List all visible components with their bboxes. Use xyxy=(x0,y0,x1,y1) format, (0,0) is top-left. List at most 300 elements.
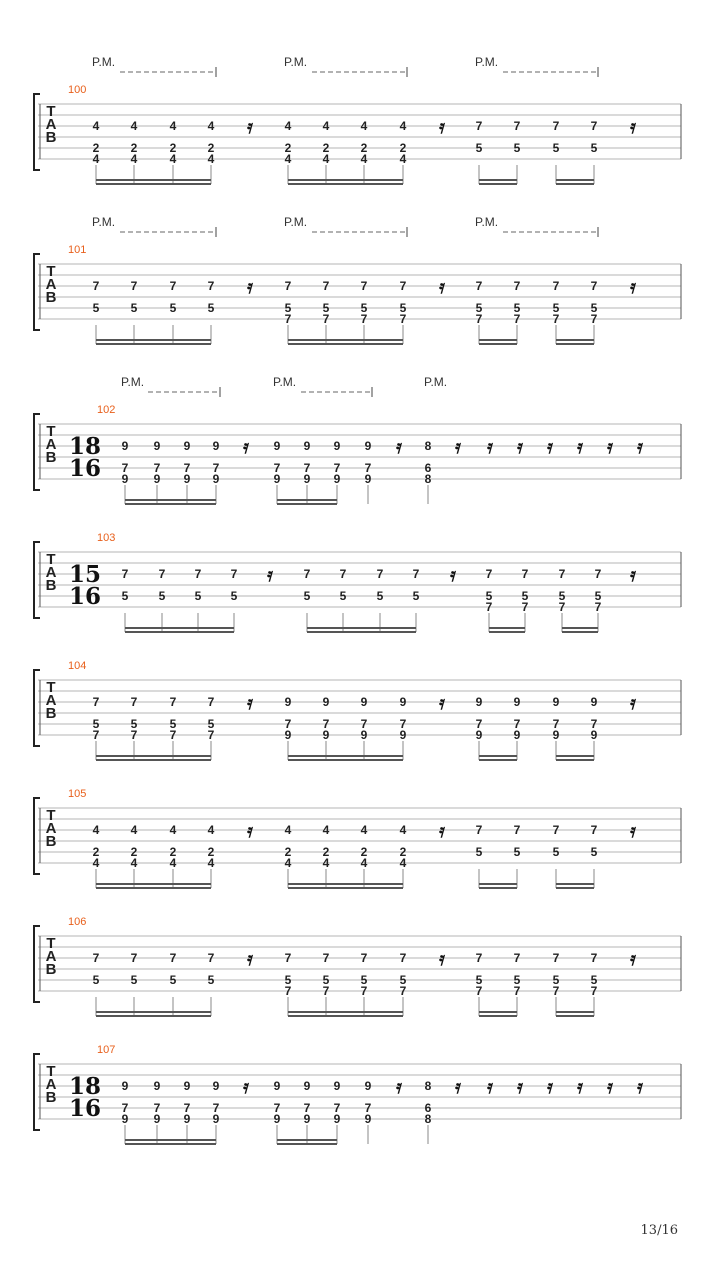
tab-clef-letter: T xyxy=(46,679,56,696)
beam xyxy=(556,1011,594,1013)
sixteenth-rest-icon: 𝄿 xyxy=(637,436,643,458)
fret-number: 7 xyxy=(322,717,330,731)
fret-number: 7 xyxy=(552,279,560,293)
fret-number: 9 xyxy=(513,695,521,709)
fret-number: 2 xyxy=(360,845,368,859)
fret-number: 2 xyxy=(399,141,407,155)
fret-number: 5 xyxy=(475,973,483,987)
tab-clef-letter: B xyxy=(45,449,57,466)
beam xyxy=(556,887,594,889)
sixteenth-rest-icon: 𝄿 xyxy=(247,948,253,970)
palm-mute-label: P.M. xyxy=(284,215,308,229)
fret-number: 7 xyxy=(513,312,521,326)
fret-number: 5 xyxy=(130,973,138,987)
fret-number: 7 xyxy=(284,279,292,293)
fret-number: 9 xyxy=(212,1079,220,1093)
fret-number: 7 xyxy=(485,600,493,614)
fret-number: 7 xyxy=(284,951,292,965)
fret-number: 9 xyxy=(273,472,281,486)
fret-number: 4 xyxy=(169,856,177,870)
fret-number: 5 xyxy=(594,589,602,603)
fret-number: 7 xyxy=(475,823,483,837)
fret-number: 9 xyxy=(273,1112,281,1126)
fret-number: 7 xyxy=(322,279,330,293)
fret-number: 5 xyxy=(590,973,598,987)
beam xyxy=(96,343,211,345)
beam xyxy=(125,1139,216,1141)
fret-number: 7 xyxy=(475,279,483,293)
fret-number: 7 xyxy=(169,951,177,965)
tab-clef-letter: A xyxy=(45,1076,57,1093)
fret-number: 9 xyxy=(303,1112,311,1126)
fret-number: 9 xyxy=(399,728,407,742)
fret-number: 4 xyxy=(322,823,330,837)
fret-number: 7 xyxy=(322,984,330,998)
fret-number: 4 xyxy=(360,856,368,870)
fret-number: 9 xyxy=(552,728,560,742)
beam xyxy=(277,503,337,505)
fret-number: 6 xyxy=(424,1101,432,1115)
fret-number: 7 xyxy=(92,279,100,293)
sixteenth-rest-icon: 𝄿 xyxy=(247,692,253,714)
fret-number: 9 xyxy=(284,695,292,709)
fret-number: 7 xyxy=(194,567,202,581)
sixteenth-rest-icon: 𝄿 xyxy=(637,1076,643,1098)
fret-number: 7 xyxy=(594,567,602,581)
fret-number: 9 xyxy=(183,1112,191,1126)
beam xyxy=(125,627,234,629)
fret-number: 7 xyxy=(322,951,330,965)
fret-number: 7 xyxy=(339,567,347,581)
fret-number: 4 xyxy=(92,119,100,133)
beam xyxy=(277,499,337,501)
fret-number: 7 xyxy=(590,119,598,133)
fret-number: 6 xyxy=(424,461,432,475)
beam xyxy=(96,179,211,181)
sixteenth-rest-icon: 𝄿 xyxy=(517,1076,523,1098)
fret-number: 9 xyxy=(333,472,341,486)
fret-number: 5 xyxy=(92,717,100,731)
fret-number: 7 xyxy=(121,461,129,475)
sixteenth-rest-icon: 𝄿 xyxy=(247,116,253,138)
fret-number: 7 xyxy=(513,717,521,731)
sixteenth-rest-icon: 𝄿 xyxy=(243,1076,249,1098)
fret-number: 7 xyxy=(399,717,407,731)
fret-number: 9 xyxy=(552,695,560,709)
beam xyxy=(479,1015,517,1017)
fret-number: 5 xyxy=(194,589,202,603)
sixteenth-rest-icon: 𝄿 xyxy=(630,564,636,586)
beam xyxy=(277,1139,337,1141)
sixteenth-rest-icon: 𝄿 xyxy=(439,116,445,138)
fret-number: 5 xyxy=(158,589,166,603)
fret-number: 7 xyxy=(273,461,281,475)
sixteenth-rest-icon: 𝄿 xyxy=(630,820,636,842)
fret-number: 7 xyxy=(552,823,560,837)
beam xyxy=(288,759,403,761)
fret-number: 7 xyxy=(360,984,368,998)
fret-number: 7 xyxy=(552,717,560,731)
fret-number: 7 xyxy=(212,461,220,475)
fret-number: 5 xyxy=(552,973,560,987)
fret-number: 7 xyxy=(399,279,407,293)
fret-number: 7 xyxy=(284,984,292,998)
fret-number: 4 xyxy=(360,823,368,837)
sixteenth-rest-icon: 𝄿 xyxy=(577,1076,583,1098)
fret-number: 7 xyxy=(552,312,560,326)
fret-number: 9 xyxy=(284,728,292,742)
fret-number: 2 xyxy=(92,845,100,859)
fret-number: 9 xyxy=(153,472,161,486)
tab-clef-letter: A xyxy=(45,820,57,837)
page-number: 13/16 xyxy=(640,1223,678,1238)
fret-number: 7 xyxy=(475,119,483,133)
tab-system xyxy=(34,1044,681,1145)
measure-number: 103 xyxy=(97,532,116,544)
fret-number: 5 xyxy=(121,589,129,603)
tab-clef-letter: B xyxy=(45,577,57,594)
beam xyxy=(288,887,403,889)
fret-number: 7 xyxy=(558,600,566,614)
fret-number: 7 xyxy=(284,312,292,326)
tab-clef-letter: A xyxy=(45,692,57,709)
fret-number: 2 xyxy=(169,141,177,155)
tab-system xyxy=(34,55,681,185)
fret-number: 7 xyxy=(475,312,483,326)
fret-number: 2 xyxy=(92,141,100,155)
fret-number: 7 xyxy=(360,951,368,965)
fret-number: 5 xyxy=(322,301,330,315)
palm-mute-label: P.M. xyxy=(92,55,116,69)
beam xyxy=(307,631,416,633)
fret-number: 7 xyxy=(92,728,100,742)
fret-number: 5 xyxy=(552,845,560,859)
fret-number: 7 xyxy=(364,461,372,475)
fret-number: 4 xyxy=(130,152,138,166)
fret-number: 5 xyxy=(513,845,521,859)
fret-number: 8 xyxy=(424,439,432,453)
fret-number: 9 xyxy=(121,472,129,486)
fret-number: 5 xyxy=(590,845,598,859)
beam xyxy=(562,631,598,633)
fret-number: 4 xyxy=(92,823,100,837)
fret-number: 5 xyxy=(590,301,598,315)
beam xyxy=(479,883,517,885)
tab-system xyxy=(34,532,681,633)
fret-number: 7 xyxy=(303,567,311,581)
fret-number: 9 xyxy=(121,439,129,453)
beam xyxy=(277,1143,337,1145)
fret-number: 2 xyxy=(322,845,330,859)
fret-number: 4 xyxy=(207,823,215,837)
fret-number: 4 xyxy=(322,856,330,870)
measure-number: 106 xyxy=(68,916,87,928)
fret-number: 5 xyxy=(485,589,493,603)
fret-number: 7 xyxy=(590,984,598,998)
fret-number: 4 xyxy=(130,856,138,870)
fret-number: 9 xyxy=(183,472,191,486)
fret-number: 7 xyxy=(475,717,483,731)
fret-number: 9 xyxy=(364,1079,372,1093)
fret-number: 7 xyxy=(590,951,598,965)
tab-clef-letter: T xyxy=(46,807,56,824)
fret-number: 5 xyxy=(399,973,407,987)
fret-number: 5 xyxy=(360,973,368,987)
sixteenth-rest-icon: 𝄿 xyxy=(450,564,456,586)
sixteenth-rest-icon: 𝄿 xyxy=(439,820,445,842)
tab-clef-letter: A xyxy=(45,436,57,453)
fret-number: 4 xyxy=(360,119,368,133)
fret-number: 9 xyxy=(399,695,407,709)
tab-clef-letter: T xyxy=(46,423,56,440)
fret-number: 5 xyxy=(303,589,311,603)
fret-number: 4 xyxy=(169,823,177,837)
fret-number: 4 xyxy=(284,823,292,837)
fret-number: 5 xyxy=(339,589,347,603)
palm-mute-label: P.M. xyxy=(475,215,499,229)
beam xyxy=(125,503,216,505)
tab-system xyxy=(34,375,681,505)
beam xyxy=(96,887,211,889)
fret-number: 7 xyxy=(303,1101,311,1115)
tab-clef-letter: T xyxy=(46,103,56,120)
beam xyxy=(479,339,517,341)
beam xyxy=(479,183,517,185)
fret-number: 4 xyxy=(284,152,292,166)
tab-clef-letter: T xyxy=(46,935,56,952)
palm-mute-label: P.M. xyxy=(273,375,297,389)
fret-number: 2 xyxy=(169,845,177,859)
fret-number: 5 xyxy=(558,589,566,603)
beam xyxy=(125,499,216,501)
fret-number: 5 xyxy=(130,717,138,731)
fret-number: 5 xyxy=(590,141,598,155)
tab-clef-letter: B xyxy=(45,961,57,978)
fret-number: 9 xyxy=(303,439,311,453)
fret-number: 7 xyxy=(376,567,384,581)
beam xyxy=(288,343,403,345)
fret-number: 7 xyxy=(230,567,238,581)
fret-number: 9 xyxy=(364,1112,372,1126)
fret-number: 2 xyxy=(322,141,330,155)
fret-number: 7 xyxy=(521,567,529,581)
fret-number: 4 xyxy=(322,152,330,166)
fret-number: 5 xyxy=(207,717,215,731)
beam xyxy=(125,1143,216,1145)
fret-number: 5 xyxy=(92,973,100,987)
sixteenth-rest-icon: 𝄿 xyxy=(517,436,523,458)
fret-number: 5 xyxy=(207,973,215,987)
fret-number: 7 xyxy=(513,951,521,965)
sixteenth-rest-icon: 𝄿 xyxy=(630,116,636,138)
fret-number: 5 xyxy=(169,717,177,731)
fret-number: 5 xyxy=(475,845,483,859)
tab-clef-letter: B xyxy=(45,833,57,850)
beam xyxy=(288,1015,403,1017)
beam xyxy=(96,883,211,885)
fret-number: 9 xyxy=(212,472,220,486)
fret-number: 7 xyxy=(485,567,493,581)
fret-number: 4 xyxy=(399,119,407,133)
fret-number: 4 xyxy=(360,152,368,166)
tab-clef-letter: B xyxy=(45,705,57,722)
fret-number: 9 xyxy=(153,439,161,453)
fret-number: 9 xyxy=(121,1079,129,1093)
sixteenth-rest-icon: 𝄿 xyxy=(439,948,445,970)
fret-number: 7 xyxy=(273,1101,281,1115)
palm-mute-label: P.M. xyxy=(475,55,499,69)
fret-number: 5 xyxy=(513,301,521,315)
fret-number: 2 xyxy=(284,845,292,859)
fret-number: 9 xyxy=(183,439,191,453)
fret-number: 4 xyxy=(207,856,215,870)
fret-number: 9 xyxy=(360,728,368,742)
beam xyxy=(479,887,517,889)
fret-number: 5 xyxy=(230,589,238,603)
fret-number: 8 xyxy=(424,472,432,486)
fret-number: 7 xyxy=(158,567,166,581)
fret-number: 7 xyxy=(513,984,521,998)
beam xyxy=(288,1011,403,1013)
fret-number: 5 xyxy=(322,973,330,987)
fret-number: 4 xyxy=(92,856,100,870)
fret-number: 4 xyxy=(284,856,292,870)
beam xyxy=(556,179,594,181)
sixteenth-rest-icon: 𝄿 xyxy=(247,820,253,842)
beam xyxy=(479,1011,517,1013)
tab-clef-letter: A xyxy=(45,948,57,965)
tab-clef-letter: B xyxy=(45,129,57,146)
time-signature-top: 15 xyxy=(68,561,102,588)
palm-mute-label: P.M. xyxy=(92,215,116,229)
time-signature-bottom: 16 xyxy=(68,583,102,610)
fret-number: 7 xyxy=(284,717,292,731)
beam xyxy=(479,755,517,757)
fret-number: 8 xyxy=(424,1112,432,1126)
fret-number: 7 xyxy=(364,1101,372,1115)
fret-number: 7 xyxy=(207,695,215,709)
fret-number: 5 xyxy=(552,301,560,315)
tab-system xyxy=(34,916,681,1017)
sixteenth-rest-icon: 𝄿 xyxy=(439,692,445,714)
sixteenth-rest-icon: 𝄿 xyxy=(630,948,636,970)
fret-number: 7 xyxy=(130,695,138,709)
fret-number: 9 xyxy=(364,472,372,486)
fret-number: 9 xyxy=(333,439,341,453)
fret-number: 2 xyxy=(130,141,138,155)
palm-mute-label: P.M. xyxy=(121,375,145,389)
time-signature-bottom: 16 xyxy=(68,1095,102,1122)
beam xyxy=(489,627,525,629)
tab-clef-letter: A xyxy=(45,564,57,581)
tab-clef-letter: A xyxy=(45,116,57,133)
beam xyxy=(556,183,594,185)
beam xyxy=(489,631,525,633)
fret-number: 9 xyxy=(475,728,483,742)
measure-number: 102 xyxy=(97,404,116,416)
beam xyxy=(125,631,234,633)
fret-number: 5 xyxy=(475,301,483,315)
fret-number: 7 xyxy=(475,984,483,998)
sixteenth-rest-icon: 𝄿 xyxy=(396,436,402,458)
fret-number: 4 xyxy=(130,119,138,133)
sixteenth-rest-icon: 𝄿 xyxy=(547,436,553,458)
fret-number: 4 xyxy=(399,823,407,837)
fret-number: 7 xyxy=(169,728,177,742)
fret-number: 9 xyxy=(364,439,372,453)
sixteenth-rest-icon: 𝄿 xyxy=(455,1076,461,1098)
fret-number: 5 xyxy=(412,589,420,603)
beam xyxy=(288,179,403,181)
sixteenth-rest-icon: 𝄿 xyxy=(243,436,249,458)
time-signature-top: 18 xyxy=(68,1073,102,1100)
tab-system xyxy=(34,788,681,889)
beam xyxy=(96,1011,211,1013)
fret-number: 5 xyxy=(207,301,215,315)
fret-number: 7 xyxy=(399,312,407,326)
fret-number: 4 xyxy=(92,152,100,166)
fret-number: 5 xyxy=(475,141,483,155)
time-signature-bottom: 16 xyxy=(68,455,102,482)
fret-number: 7 xyxy=(207,279,215,293)
fret-number: 5 xyxy=(284,973,292,987)
beam xyxy=(288,183,403,185)
measure-number: 104 xyxy=(68,660,87,672)
fret-number: 7 xyxy=(399,951,407,965)
fret-number: 7 xyxy=(333,1101,341,1115)
fret-number: 7 xyxy=(303,461,311,475)
fret-number: 7 xyxy=(169,695,177,709)
fret-number: 9 xyxy=(273,1079,281,1093)
fret-number: 5 xyxy=(169,973,177,987)
sixteenth-rest-icon: 𝄿 xyxy=(439,276,445,298)
fret-number: 8 xyxy=(424,1079,432,1093)
fret-number: 9 xyxy=(590,695,598,709)
tab-clef-letter: B xyxy=(45,1089,57,1106)
beam xyxy=(479,759,517,761)
time-signature-top: 18 xyxy=(68,433,102,460)
fret-number: 4 xyxy=(169,119,177,133)
fret-number: 5 xyxy=(169,301,177,315)
beam xyxy=(307,627,416,629)
fret-number: 7 xyxy=(399,984,407,998)
fret-number: 9 xyxy=(183,1079,191,1093)
fret-number: 4 xyxy=(207,119,215,133)
fret-number: 7 xyxy=(121,1101,129,1115)
fret-number: 4 xyxy=(284,119,292,133)
fret-number: 7 xyxy=(590,717,598,731)
fret-number: 7 xyxy=(130,728,138,742)
fret-number: 7 xyxy=(521,600,529,614)
fret-number: 7 xyxy=(130,951,138,965)
fret-number: 7 xyxy=(590,823,598,837)
beam xyxy=(556,755,594,757)
tab-clef-letter: T xyxy=(46,263,56,280)
fret-number: 9 xyxy=(333,1079,341,1093)
sixteenth-rest-icon: 𝄿 xyxy=(396,1076,402,1098)
fret-number: 7 xyxy=(207,951,215,965)
fret-number: 2 xyxy=(207,845,215,859)
fret-number: 5 xyxy=(399,301,407,315)
fret-number: 7 xyxy=(183,461,191,475)
fret-number: 7 xyxy=(92,695,100,709)
fret-number: 5 xyxy=(552,141,560,155)
beam xyxy=(288,883,403,885)
beam xyxy=(479,343,517,345)
fret-number: 7 xyxy=(183,1101,191,1115)
beam xyxy=(288,755,403,757)
beam xyxy=(96,1015,211,1017)
